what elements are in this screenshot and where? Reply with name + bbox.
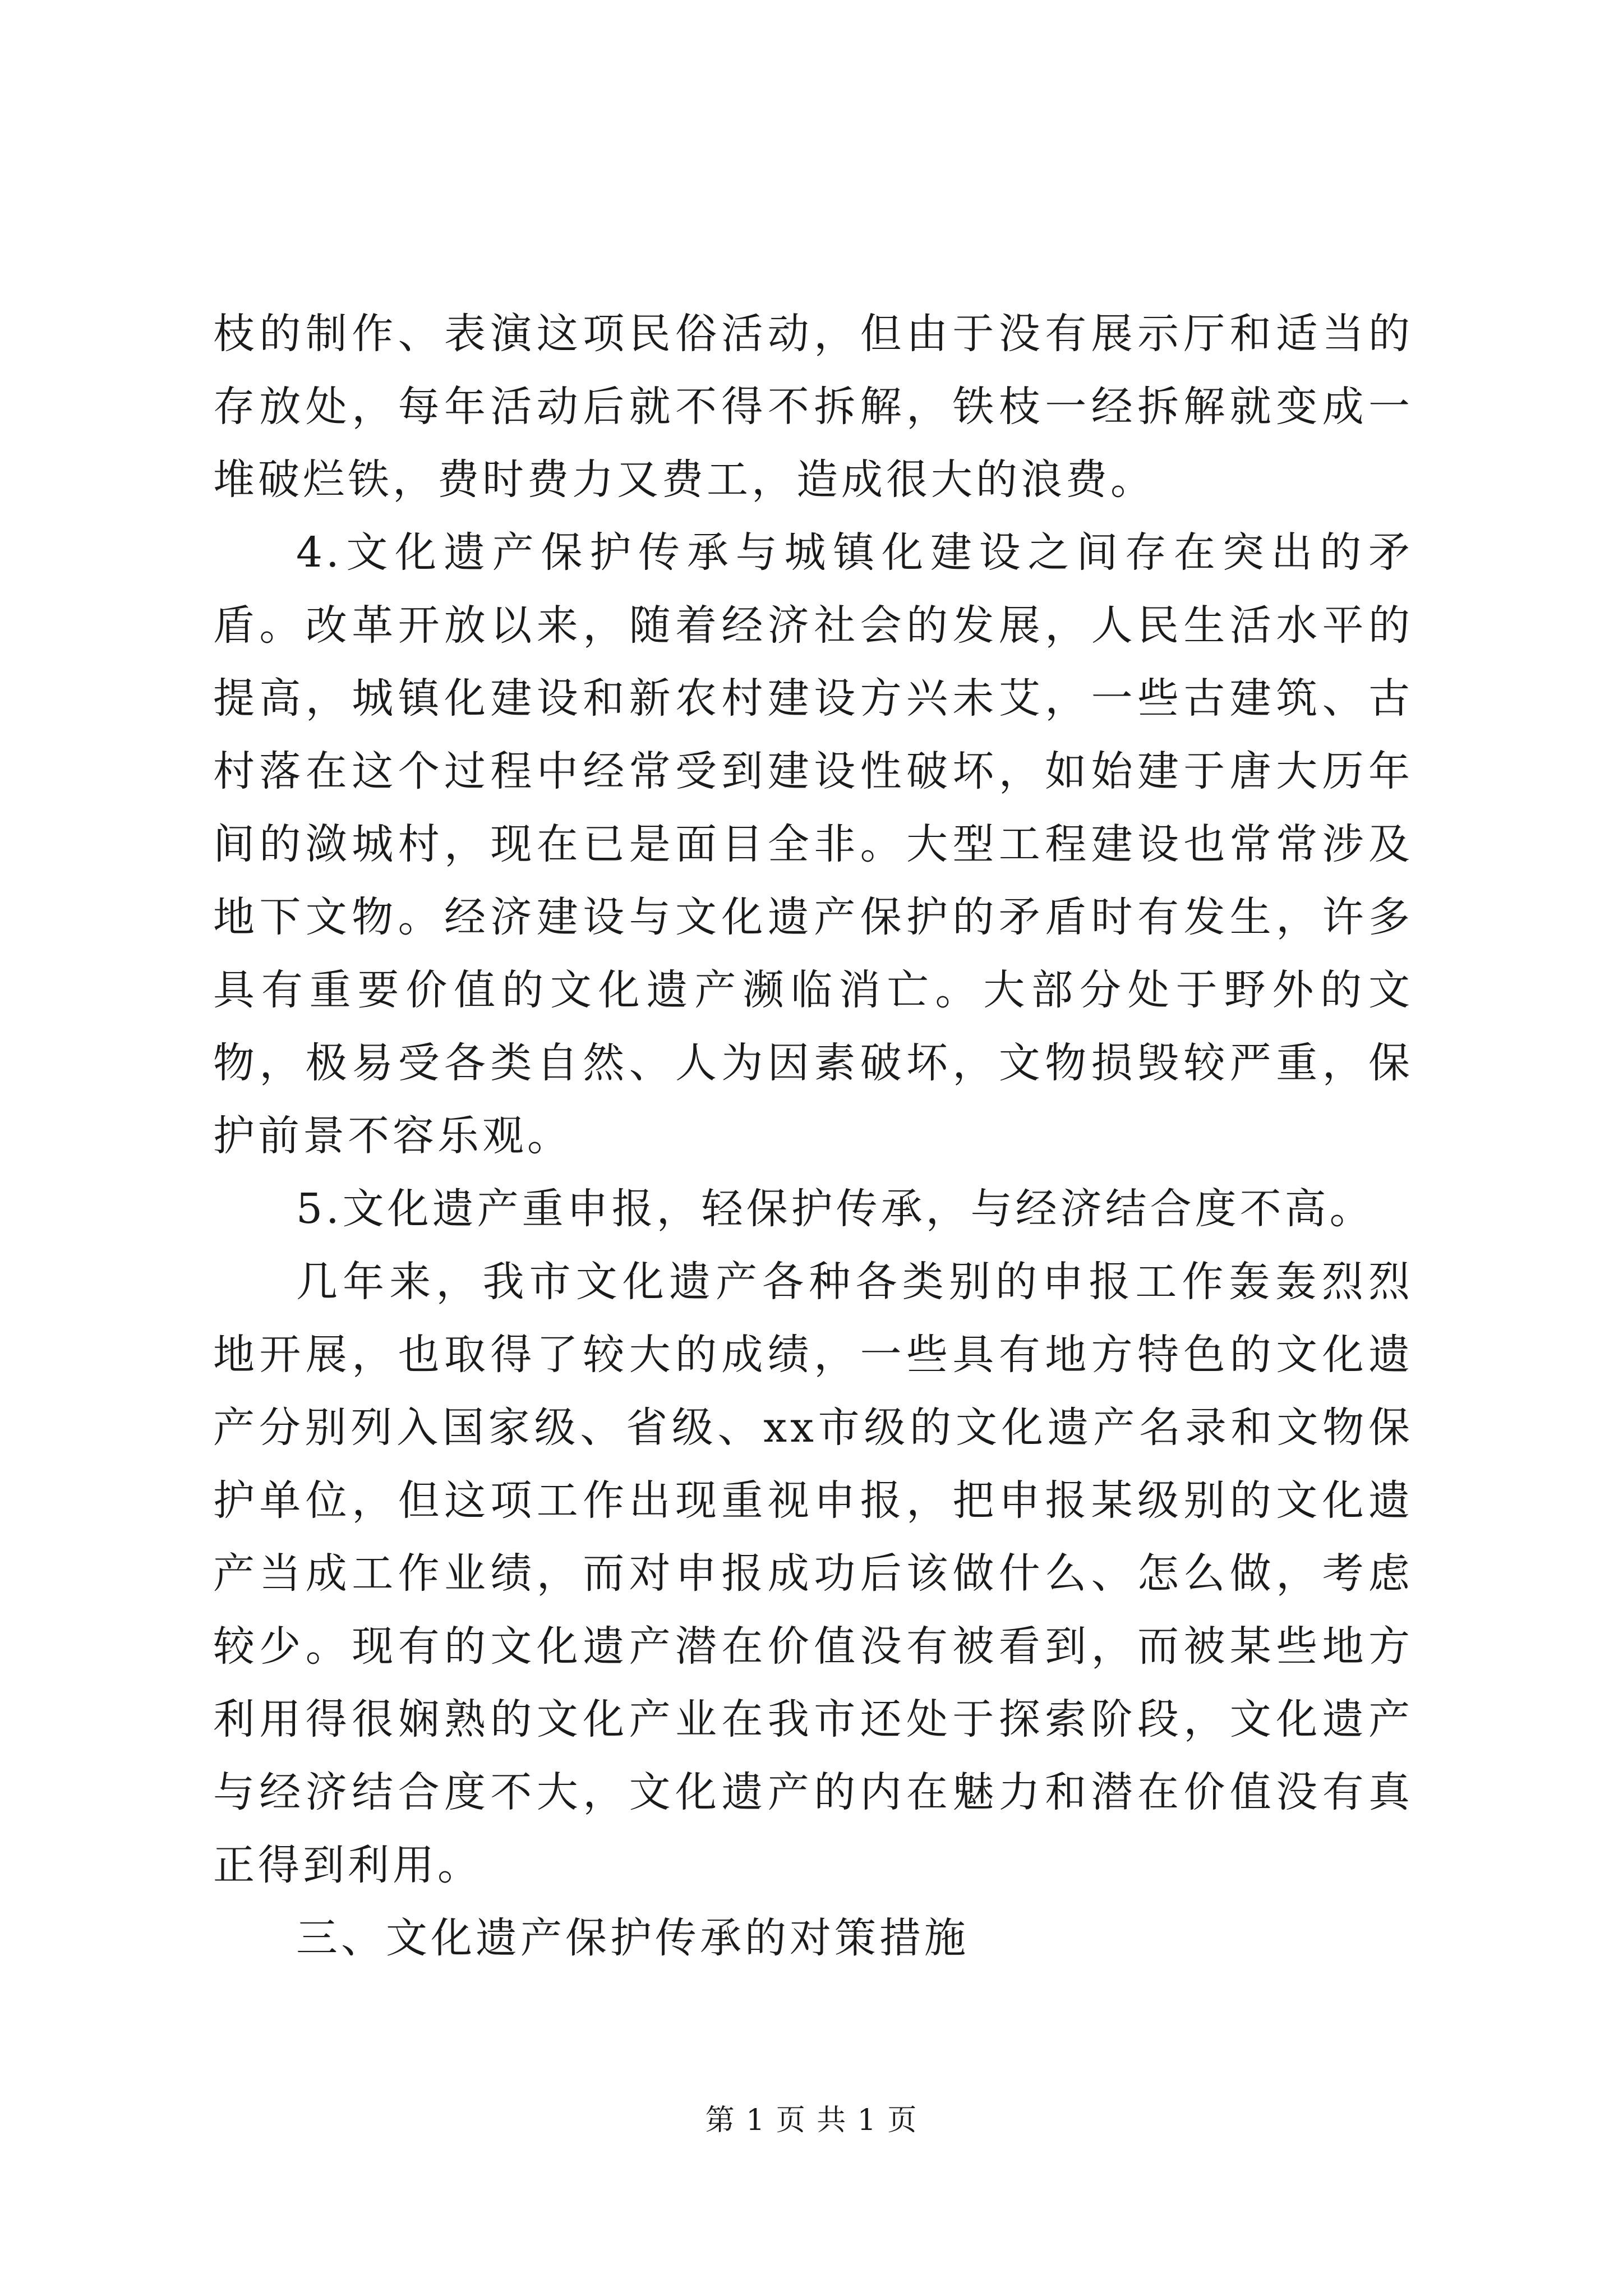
document-body [213,297,1413,1975]
section-heading-3: 三、文化遗产保护传承的对策措施 [296,1914,969,1962]
page-footer: 第 1 页 共 1 页 [705,2104,918,2137]
paragraph-item-5-detail: 几年来，我市文化遗产各种各类别的申报工作轰轰烈烈地开展，也取得了较大的成绩，一些具有地方特色的文化遗产分别列入国家级、省级、xx市级的文化遗产名录和文物保护单位，但这项工作出现重视申报，把申报某级别的文化遗产当成工作业绩，而对申报成功后该做什么、怎么做，考虑较少。现有的文化遗产潜在价值没有被看到，而被某些地方利用得很娴熟的文化产业在我市还处于探索阶段，文化遗产与经济结合度不大，文化遗产的内在魅力和潜在价值没有真正得到利用。 [213,1258,1413,1889]
paragraph-item-4: 4.文化遗产保护传承与城镇化建设之间存在突出的矛盾。改革开放以来，随着经济社会的发展，人民生活水平的提高，城镇化建设和新农村建设方兴未艾，一些古建筑、古村落在这个过程中经常受到建设性破坏，如始建于唐大历年间的潋城村，现在已是面目全非。大型工程建设也常常涉及地下文物。经济建设与文化遗产保护的矛盾时有发生，许多具有重要价值的文化遗产濒临消亡。大部分处于野外的文物，极易受各类自然、人为因素破坏，文物损毁较严重，保护前景不容乐观。 [213,528,1413,1160]
paragraph-item-5: 5.文化遗产重申报，轻保护传承，与经济结合度不高。 [296,1185,1375,1233]
paragraph-continuation: 枝的制作、表演这项民俗活动，但由于没有展示厅和适当的存放处，每年活动后就不得不拆解，铁枝一经拆解就变成一堆破烂铁，费时费力又费工，造成很大的浪费。 [213,310,1413,504]
